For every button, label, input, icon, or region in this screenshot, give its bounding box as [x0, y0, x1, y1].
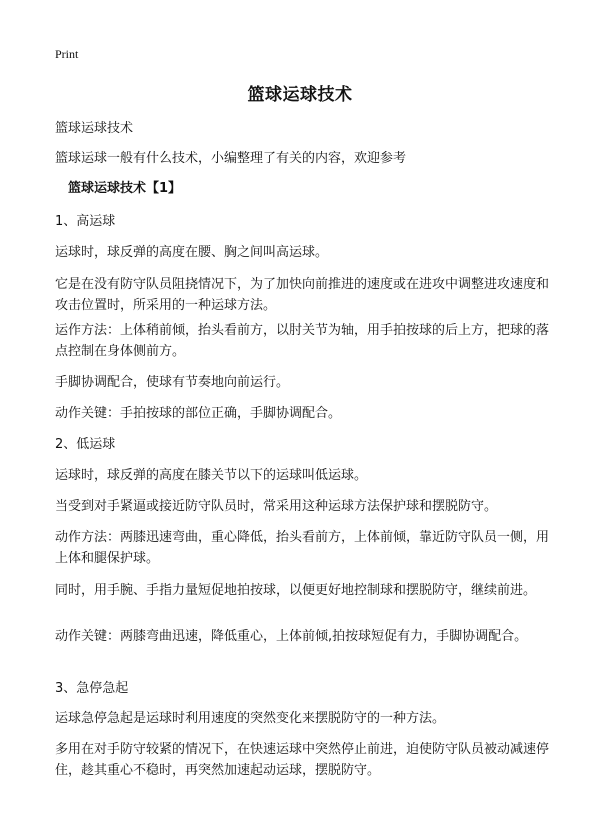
paragraph-intro: 篮球运球一般有什么技术，小编整理了有关的内容，欢迎参考: [55, 151, 407, 166]
paragraph: 多用在对手防守较紧的情况下，在快速运球中突然停止前进，迫使防守队员被动减速停住，趁其重心不稳时，再突然加速起动运球，摆脱防守。: [55, 742, 550, 778]
print-link[interactable]: Print: [55, 47, 79, 61]
paragraph: 动作关键：手拍按球的部位正确，手脚协调配合。: [55, 406, 342, 421]
paragraph: 动作关键：两膝弯曲迅速，降低重心，上体前倾,拍按球短促有力，手脚协调配合。: [55, 629, 528, 644]
subheading-high-dribble: 1、高运球: [55, 214, 116, 229]
paragraph: 当受到对手紧逼或接近防守队员时，常采用这种运球方法保护球和摆脱防守。: [55, 499, 498, 514]
section-heading: 篮球运球技术【1】: [68, 181, 182, 196]
paragraph-subtitle: 篮球运球技术: [55, 121, 134, 136]
paragraph: 运作方法：上体稍前倾，抬头看前方，以肘关节为轴，用手拍按球的后上方，把球的落点控制在身体侧前方。: [55, 323, 550, 359]
paragraph: 手脚协调配合，使球有节奏地向前运行。: [55, 375, 290, 390]
paragraph: 同时，用手腕、手指力量短促地拍按球，以便更好地控制球和摆脱防守，继续前进。: [55, 583, 537, 598]
document-title: 篮球运球技术: [247, 85, 353, 105]
subheading-low-dribble: 2、低运球: [55, 437, 116, 452]
paragraph: 运球时，球反弹的高度在腰、胸之间叫高运球。: [55, 245, 329, 260]
subheading-stop-start: 3、急停急起: [55, 681, 129, 696]
paragraph: 动作方法：两膝迅速弯曲，重心降低，抬头看前方，上体前倾，靠近防守队员一侧，用上体和腿保护球。: [55, 530, 550, 566]
paragraph: 运球时，球反弹的高度在膝关节以下的运球叫低运球。: [55, 468, 368, 483]
paragraph: 它是在没有防守队员阻挠情况下，为了加快向前推进的速度或在进攻中调整进攻速度和攻击位置时，所采用的一种运球方法。: [55, 277, 550, 313]
paragraph: 运球急停急起是运球时利用速度的突然变化来摆脱防守的一种方法。: [55, 711, 446, 726]
